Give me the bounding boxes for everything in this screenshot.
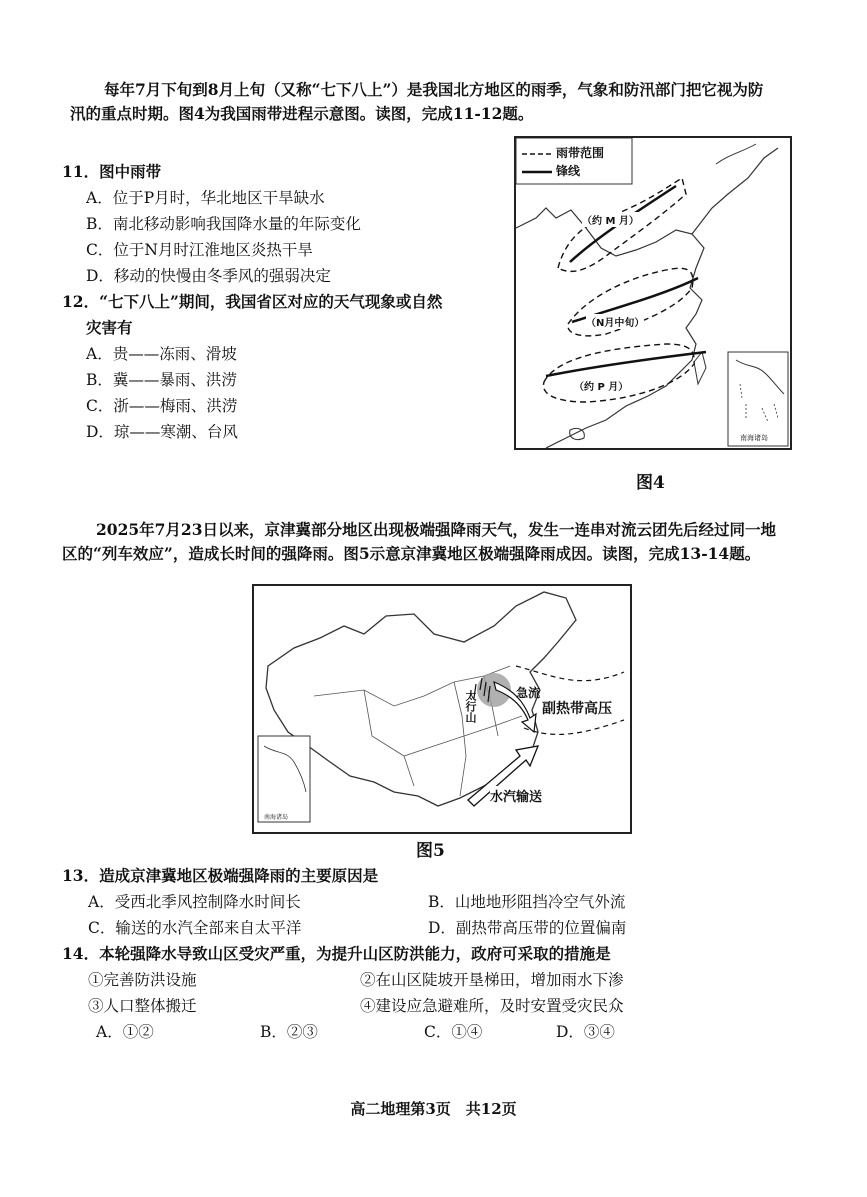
- figure-5-caption: 图5: [416, 841, 445, 861]
- q12-option-d: D．琼——寒潮、台风: [86, 423, 238, 441]
- label-water-vapor: 水汽输送: [490, 786, 542, 805]
- q14-option-c: C．①④: [424, 1023, 483, 1041]
- q13-option-c: C．输送的水汽全部来自太平洋: [88, 919, 302, 937]
- intro-paragraph-2: [62, 518, 862, 566]
- taiwan-island: [694, 352, 706, 384]
- q13-option-a: A．受西北季风控制降水时间长: [88, 893, 301, 911]
- q11-option-d: D．移动的快慢由冬季风的强弱决定: [86, 267, 331, 285]
- question-12-stem-line-2: 灾害有: [86, 318, 133, 337]
- figure-4-map-graphic: [516, 138, 790, 448]
- figure-4-rain-belt-map: [514, 136, 792, 450]
- question-11-stem: 11．图中雨带: [62, 162, 162, 181]
- page-footer: 高二地理第3页 共12页: [350, 1100, 517, 1118]
- intro-1-line-2: 汛的重点时期。图4为我国雨带进程示意图。读图，完成11-12题。: [70, 104, 534, 123]
- q13-option-b: B．山地地形阻挡冷空气外流: [428, 893, 626, 911]
- korea-japan-coast: [692, 148, 778, 234]
- q14-item-1: ①完善防洪设施: [88, 971, 197, 989]
- label-jet-stream: 急流: [516, 686, 541, 700]
- figure-4-caption: 图4: [636, 473, 665, 493]
- intro-paragraph-1: [70, 78, 860, 126]
- band-label-m: （约 M 月）: [582, 212, 639, 227]
- q14-item-2: ②在山区陡坡开垦梯田，增加雨水下渗: [360, 971, 624, 989]
- intro-1-line-1: 每年7月下旬到8月上旬（又称“七下八上”）是我国北方地区的雨季，气象和防汛部门把它视为防: [104, 80, 764, 99]
- front-line-p: [546, 352, 706, 376]
- legend-dashed-label: 雨带范围: [556, 146, 605, 160]
- q14-option-a: A．①②: [96, 1023, 154, 1041]
- question-12-stem-line-1: 12．“七下八上”期间，我国省区对应的天气现象或自然: [62, 292, 443, 311]
- figure-5-precipitation-map: [252, 584, 632, 834]
- q11-option-b: B．南北移动影响我国降水量的年际变化: [86, 215, 361, 233]
- figure-4-inset-label: 南海诸岛: [740, 434, 768, 442]
- q12-option-a: A．贵——冻雨、滑坡: [86, 345, 237, 363]
- q11-option-a: A．位于P月时，华北地区干旱缺水: [86, 189, 325, 207]
- q14-item-3: ③人口整体搬迁: [88, 997, 197, 1015]
- coast-north: [716, 144, 756, 164]
- hainan-island: [570, 428, 585, 439]
- south-china-sea-inset-box: [728, 352, 788, 446]
- q12-option-b: B．冀——暴雨、洪涝: [86, 371, 237, 389]
- q14-item-4: ④建设应急避难所，及时安置受灾民众: [360, 997, 624, 1015]
- q14-option-d: D．③④: [556, 1023, 615, 1041]
- question-14-stem: 14．本轮强降水导致山区受灾严重，为提升山区防洪能力，政府可采取的措施是: [62, 944, 611, 963]
- intro-2-line-1: 2025年7月23日以来，京津冀部分地区出现极端强降雨天气，发生一连串对流云团先后经过同一地: [96, 520, 776, 539]
- q12-option-c: C．浙——梅雨、洪涝: [86, 397, 238, 415]
- figure-5-inset-label: 南海诸岛: [264, 814, 289, 821]
- question-13-stem: 13．造成京津冀地区极端强降雨的主要原因是: [62, 866, 379, 885]
- q14-option-b: B．②③: [260, 1023, 318, 1041]
- legend-solid-label: 锋线: [556, 164, 581, 178]
- q11-option-c: C．位于N月时江淮地区炎热干旱: [86, 241, 313, 259]
- q13-option-d: D．副热带高压带的位置偏南: [428, 919, 627, 937]
- label-taihang-mountain: 太行山: [464, 690, 477, 723]
- band-label-n: （N月中旬）: [586, 314, 644, 329]
- label-subtropical-high: 副热带高压: [542, 701, 612, 717]
- intro-2-line-2: 区的“列车效应”，造成长时间的强降雨。图5示意京津冀地区极端强降雨成因。读图，完成13-14题。: [62, 544, 761, 563]
- band-label-p: （约 P 月）: [574, 378, 628, 393]
